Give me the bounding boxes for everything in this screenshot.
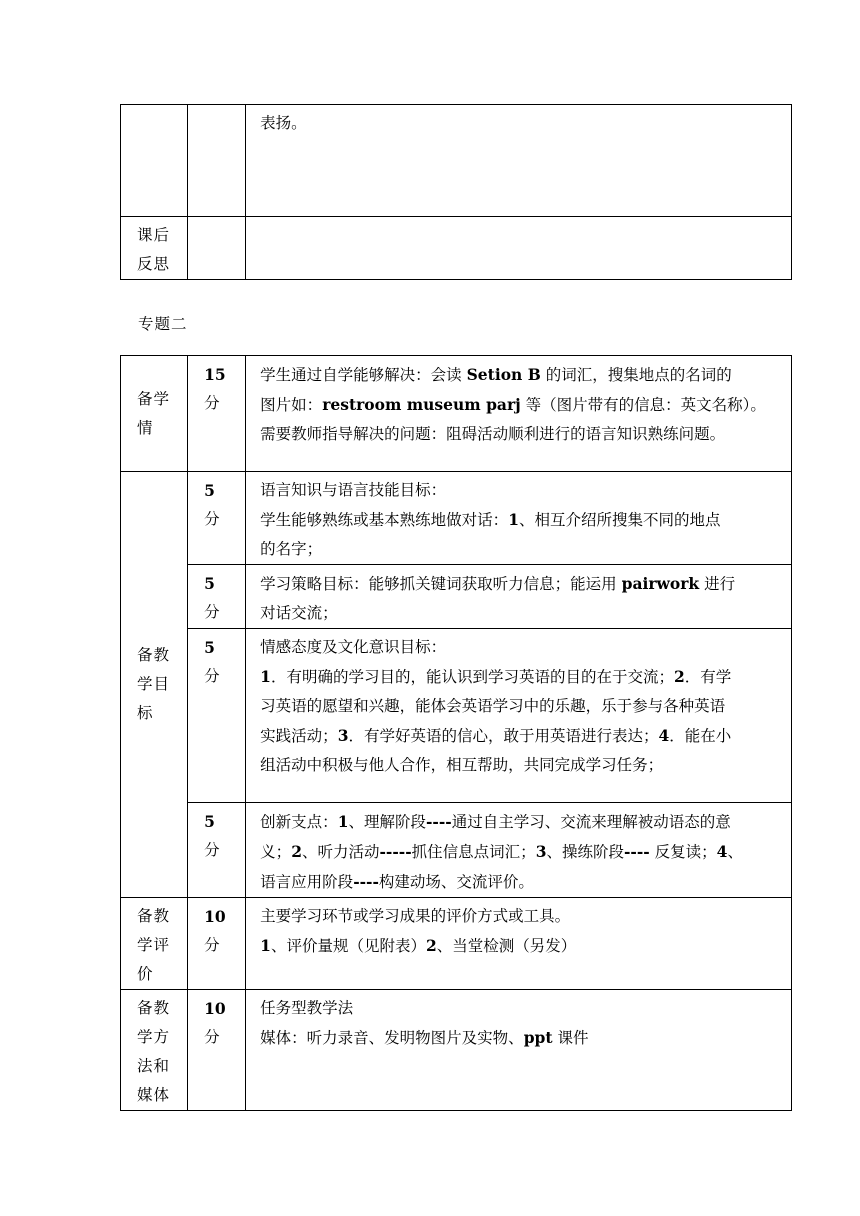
row-label-line: 媒体: [137, 1086, 171, 1104]
content-line: 的名字；: [260, 540, 323, 558]
reflection-label-line: 课后: [137, 226, 171, 244]
content-line: 任务型教学法: [260, 999, 354, 1017]
table-row: [121, 565, 792, 629]
duration-unit: 分: [204, 936, 220, 954]
duration-value: 10: [204, 907, 226, 926]
content-line: 1、评价量规（见附表）2、当堂检测（另发）: [260, 936, 577, 955]
content-line: 学生能够熟练或基本熟练地做对话：1、相互介绍所搜集不同的地点: [260, 510, 721, 529]
row-label-mubiao: [121, 472, 188, 898]
row-label-line: 情: [137, 418, 154, 437]
duration-cell: [188, 803, 246, 898]
row-label-line: 备教: [137, 907, 171, 925]
content-line: 学生通过自学能够解决：会读 Setion B 的词汇，搜集地点的名词的: [260, 365, 732, 384]
row-label-xueqing: [121, 356, 188, 472]
row-label-line: 备教: [137, 646, 171, 664]
table-row: [121, 803, 792, 898]
content-cell: [246, 898, 792, 990]
table-row: [121, 217, 792, 280]
duration-unit: 分: [204, 510, 220, 528]
duration-cell: [188, 472, 246, 565]
table-cell: [188, 217, 246, 280]
row-label-fangfa: [121, 990, 188, 1111]
content-line: 情感态度及文化意识目标：: [260, 638, 447, 656]
section-heading: 专题二: [138, 315, 188, 333]
row-label-line: 价: [137, 965, 154, 983]
row-label-pingjia: [121, 898, 188, 990]
content-line: 学习策略目标：能够抓关键词获取听力信息；能运用 pairwork 进行: [260, 574, 736, 593]
row-label-line: 备学: [137, 389, 171, 408]
row-label-line: 标: [137, 704, 154, 722]
duration-value: 5: [204, 638, 215, 657]
duration-cell: [188, 629, 246, 803]
table-cell: [121, 105, 188, 217]
content-line: 组活动中积极与他人合作，相互帮助，共同完成学习任务；: [260, 756, 664, 774]
duration-value: 5: [204, 574, 215, 593]
table-row: [121, 990, 792, 1111]
duration-value: 5: [204, 812, 215, 831]
reflection-content-cell: [246, 217, 792, 280]
duration-unit: 分: [204, 1028, 220, 1046]
duration-value: 15: [204, 365, 226, 384]
table-cell: [188, 105, 246, 217]
duration-unit: 分: [204, 841, 220, 859]
main-table: [120, 355, 792, 1111]
content-line: 习英语的愿望和兴趣，能体会英语学习中的乐趣，乐于参与各种英语: [260, 697, 726, 715]
content-line: 创新支点：1、理解阶段----通过自主学习、交流来理解被动语态的意: [260, 812, 731, 831]
content-line: 媒体：听力录音、发明物图片及实物、ppt 课件: [260, 1028, 589, 1047]
row-label-line: 备教: [137, 999, 171, 1017]
table-row: [121, 105, 792, 217]
duration-unit: 分: [204, 667, 220, 685]
row-label-line: 法和: [137, 1057, 171, 1075]
content-line: 需要教师指导解决的问题：阻碍活动顺利进行的语言知识熟练问题。: [260, 425, 726, 443]
content-line: 语言知识与语言技能目标：: [260, 481, 447, 499]
content-line: 实践活动；3．有学好英语的信心，敢于用英语进行表达；4．能在小: [260, 726, 732, 745]
content-line: 对话交流；: [260, 604, 338, 622]
content-cell: [246, 803, 792, 898]
content-cell: [246, 629, 792, 803]
content-line: 1．有明确的学习目的，能认识到学习英语的目的在于交流；2．有学: [260, 667, 732, 686]
content-line: 语言应用阶段----构建动场、交流评价。: [260, 872, 534, 891]
table-row: [121, 629, 792, 803]
content-cell: [246, 565, 792, 629]
duration-unit: 分: [204, 603, 220, 621]
top-table: [120, 104, 792, 280]
duration-cell: [188, 565, 246, 629]
table-row: [121, 898, 792, 990]
duration-cell: [188, 898, 246, 990]
reflection-label-line: 反思: [137, 255, 171, 273]
row-label-line: 学目: [137, 675, 171, 693]
content-line: 图片如：restroom museum parj 等（图片带有的信息：英文名称）。: [260, 395, 766, 414]
duration-value: 10: [204, 999, 226, 1018]
content-line: 主要学习环节或学习成果的评价方式或工具。: [260, 907, 571, 925]
content-cell: [246, 472, 792, 565]
continuation-text: 表扬。: [260, 114, 307, 132]
duration-cell: [188, 990, 246, 1111]
table-row: [121, 472, 792, 565]
row-label-line: 学评: [137, 936, 171, 954]
reflection-label-cell: [121, 217, 188, 280]
duration-unit: 分: [204, 394, 220, 412]
table-row: [121, 356, 792, 472]
continuation-cell: [246, 105, 792, 217]
duration-value: 5: [204, 481, 215, 500]
row-label-line: 学方: [137, 1028, 171, 1046]
duration-cell: [188, 356, 246, 472]
content-cell: [246, 990, 792, 1111]
content-cell: [246, 356, 792, 472]
content-line: 义；2、听力活动-----抓住信息点词汇；3、操练阶段---- 反复读；4、: [260, 842, 743, 861]
